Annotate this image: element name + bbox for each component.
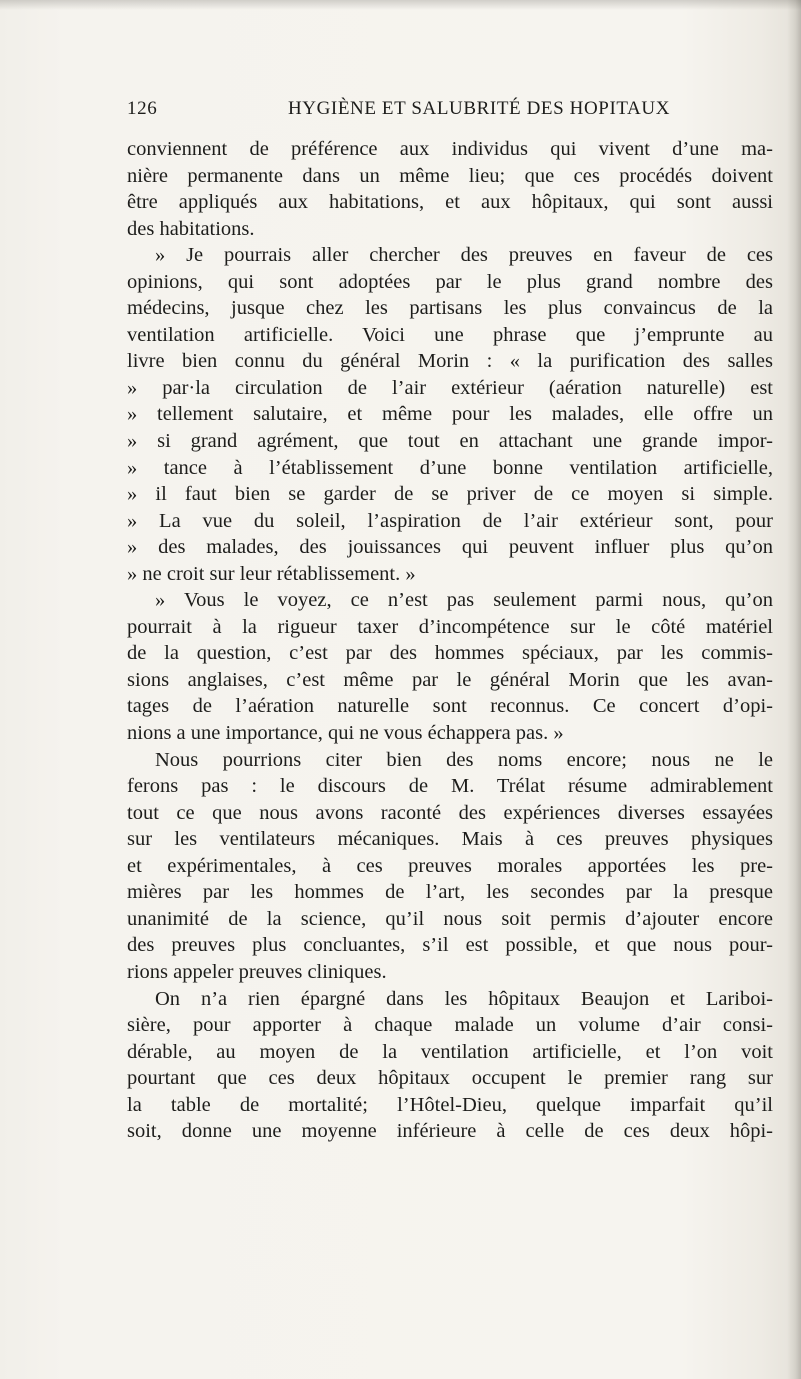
text-line: » par·la circulation de l’air extérieur (aération naturelle) est (127, 376, 773, 399)
text-line: » tance à l’établissement d’une bonne ventilation artificielle, (127, 456, 773, 479)
running-head (127, 98, 773, 122)
text-line: être appliqués aux habitations, et aux hôpitaux, qui sont aussi (127, 191, 773, 214)
text-line: ventilation artificielle. Voici une phrase que j’emprunte au (127, 323, 773, 346)
text-line: » il faut bien se garder de se priver de ce moyen si simple. (127, 483, 773, 506)
text-line: pourtant que ces deux hôpitaux occupent le premier rang sur (127, 1067, 773, 1090)
text-line: nions a une importance, qui ne vous échappera pas. » (127, 722, 564, 745)
text-line: » Je pourrais aller chercher des preuves en faveur de ces (155, 244, 773, 267)
text-line: livre bien connu du général Morin : « la purification des salles (127, 350, 773, 373)
text-line: et expérimentales, à ces preuves morales apportées les pre- (127, 854, 773, 877)
text-line: la table de mortalité; l’Hôtel-Dieu, quelque imparfait qu’il (127, 1093, 773, 1116)
text-line: » des malades, des jouissances qui peuvent influer plus qu’on (127, 536, 773, 559)
text-line: opinions, qui sont adoptées par le plus grand nombre des (127, 270, 773, 293)
body-text (127, 136, 773, 1145)
text-line: de la question, c’est par des hommes spéciaux, par les commis- (127, 642, 773, 665)
running-title: HYGIÈNE ET SALUBRITÉ DES HOPITAUX (287, 98, 671, 119)
text-line: mières par les hommes de l’art, les secondes par la presque (127, 881, 773, 904)
text-line: médecins, jusque chez les partisans les plus convaincus de la (127, 297, 773, 320)
text-line: » Vous le voyez, ce n’est pas seulement parmi nous, qu’on (155, 589, 773, 612)
text-line: nière permanente dans un même lieu; que ces procédés doivent (127, 164, 773, 187)
text-line: pourrait à la rigueur taxer d’incompétence sur le côté matériel (127, 615, 773, 638)
page-spine-shadow (787, 0, 801, 1379)
text-line: sur les ventilateurs mécaniques. Mais à ces preuves physiques (127, 828, 773, 851)
text-line: sions anglaises, c’est même par le général Morin que les avan- (127, 668, 773, 691)
text-line: On n’a rien épargné dans les hôpitaux Beaujon et Lariboi- (155, 987, 773, 1010)
text-line: ferons pas : le discours de M. Trélat résume admirablement (127, 775, 773, 798)
text-line: tout ce que nous avons raconté des expériences diverses essayées (127, 801, 773, 824)
text-line: soit, donne une moyenne inférieure à celle de ces deux hôpi- (127, 1120, 773, 1143)
text-line: dérable, au moyen de la ventilation artificielle, et l’on voit (127, 1040, 773, 1063)
text-line: conviennent de préférence aux individus qui vivent d’une ma- (127, 138, 773, 160)
page-top-shadow (0, 0, 801, 10)
text-line: sière, pour apporter à chaque malade un volume d’air consi- (127, 1014, 773, 1037)
text-line: tages de l’aération naturelle sont reconnus. Ce concert d’opi- (127, 695, 773, 718)
text-line: » si grand agrément, que tout en attachant une grande impor- (127, 430, 773, 453)
text-line: » ne croit sur leur rétablissement. » (127, 562, 416, 585)
text-line: » La vue du soleil, l’aspiration de l’air extérieur sont, pour (127, 509, 773, 532)
text-line: » tellement salutaire, et même pour les malades, elle offre un (127, 403, 773, 426)
text-line: unanimité de la science, qu’il nous soit permis d’ajouter encore (127, 907, 773, 930)
text-line: Nous pourrions citer bien des noms encore; nous ne le (155, 748, 773, 771)
page-number: 126 (127, 98, 158, 119)
text-line: des habitations. (127, 217, 255, 240)
text-line: rions appeler preuves cliniques. (127, 960, 387, 983)
text-line: des preuves plus concluantes, s’il est possible, et que nous pour- (127, 934, 773, 957)
